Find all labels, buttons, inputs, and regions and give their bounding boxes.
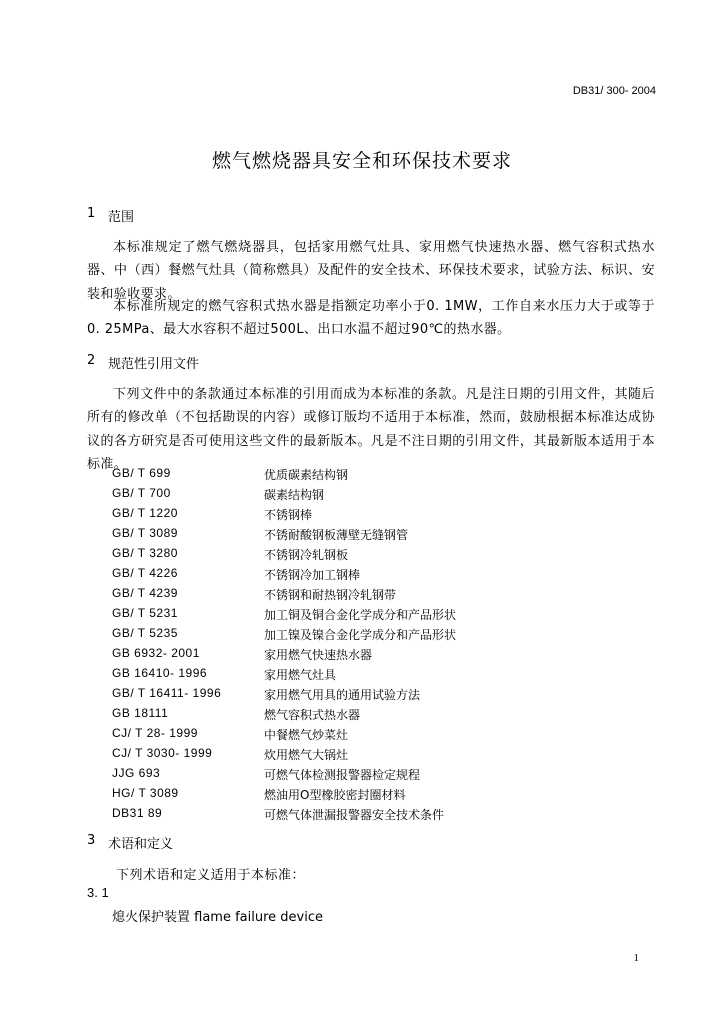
- reference-code: GB/ T 5231: [112, 606, 178, 620]
- reference-code: JJG 693: [112, 766, 161, 780]
- reference-code: DB31 89: [112, 806, 163, 820]
- reference-code: GB 18111: [112, 706, 169, 720]
- reference-code: GB/ T 699: [112, 466, 171, 480]
- reference-title: 碳素结构钢: [264, 488, 325, 502]
- reference-title: 炊用燃气大锅灶: [264, 748, 349, 762]
- section-2-number: 2: [87, 353, 96, 368]
- reference-title: 燃气容积式热水器: [264, 708, 361, 722]
- reference-title: 不锈钢和耐热钢冷轧钢带: [264, 588, 397, 602]
- reference-title: 中餐燃气炒菜灶: [264, 728, 349, 742]
- reference-code: GB/ T 5235: [112, 626, 178, 640]
- section-3-number: 3: [87, 833, 96, 848]
- standard-code: DB31/ 300- 2004: [572, 85, 656, 97]
- section-3-heading: 术语和定义: [108, 837, 174, 852]
- reference-code: GB/ T 1220: [112, 506, 178, 520]
- reference-code: GB 6932- 2001: [112, 646, 200, 660]
- reference-title: 家用燃气灶具: [264, 668, 337, 682]
- document-title: 燃气燃烧器具安全和环保技术要求: [211, 150, 512, 172]
- reference-title: 不锈钢冷轧钢板: [264, 548, 349, 562]
- reference-title: 优质碳素结构钢: [264, 468, 349, 482]
- reference-code: GB 16410- 1996: [112, 666, 208, 680]
- reference-title: 不锈耐酸钢板薄壁无缝钢管: [264, 528, 409, 542]
- reference-title: 加工铜及铜合金化学成分和产品形状: [264, 608, 457, 622]
- section-1-number: 1: [87, 206, 96, 221]
- section-3-intro: 下列术语和定义适用于本标准：: [116, 868, 306, 883]
- reference-code: CJ/ T 3030- 1999: [112, 746, 213, 760]
- reference-code: CJ/ T 28- 1999: [112, 726, 198, 740]
- page-number: 1: [633, 952, 639, 964]
- reference-code: HG/ T 3089: [112, 786, 179, 800]
- section-1-paragraph-2: 本标准所规定的燃气容积式热水器是指额定功率小于0. 1MW，工作自来水压力大于或等于0. 25MPa、最大水容积不超过500L、出口水温不超过90℃的热水器。: [87, 299, 655, 338]
- reference-code: GB/ T 700: [112, 486, 171, 500]
- reference-title: 家用燃气快速热水器: [264, 648, 373, 662]
- reference-title: 燃油用O型橡胶密封圈材料: [264, 788, 406, 802]
- reference-code: GB/ T 4239: [112, 586, 178, 600]
- reference-code: GB/ T 4226: [112, 566, 178, 580]
- reference-title: 可燃气体泄漏报警器安全技术条件: [264, 808, 445, 822]
- reference-title: 家用燃气用具的通用试验方法: [264, 688, 421, 702]
- reference-title: 不锈钢棒: [264, 508, 313, 522]
- reference-title: 不锈钢冷加工钢棒: [264, 568, 361, 582]
- reference-title: 加工镍及镍合金化学成分和产品形状: [264, 628, 457, 642]
- section-1-paragraph-1: 本标准规定了燃气燃烧器具，包括家用燃气灶具、家用燃气快速热水器、燃气容积式热水器、中（西）餐燃气灶具（简称燃具）及配件的安全技术、环保技术要求，试验方法、标识、安装和验收要求。: [87, 240, 655, 302]
- reference-code: GB/ T 3280: [112, 546, 178, 560]
- reference-code: GB/ T 3089: [112, 526, 178, 540]
- section-1-heading: 范围: [108, 210, 135, 225]
- term-definition: 熄火保护装置 flame failure device: [112, 910, 323, 925]
- section-2-heading: 规范性引用文件: [108, 357, 200, 372]
- reference-code: GB/ T 16411- 1996: [112, 686, 222, 700]
- clause-number: 3. 1: [87, 885, 109, 900]
- reference-title: 可燃气体检测报警器检定规程: [264, 768, 421, 782]
- section-2-intro: 下列文件中的条款通过本标准的引用而成为本标准的条款。凡是注日期的引用文件，其随后所有的修改单（不包括勘误的内容）或修订版均不适用于本标准，然而，鼓励根据本标准达成协议的各方研究是否可使用这些文件的最新版本。凡是不注日期的引用文件，其最新版本适用于本标准。: [87, 387, 655, 472]
